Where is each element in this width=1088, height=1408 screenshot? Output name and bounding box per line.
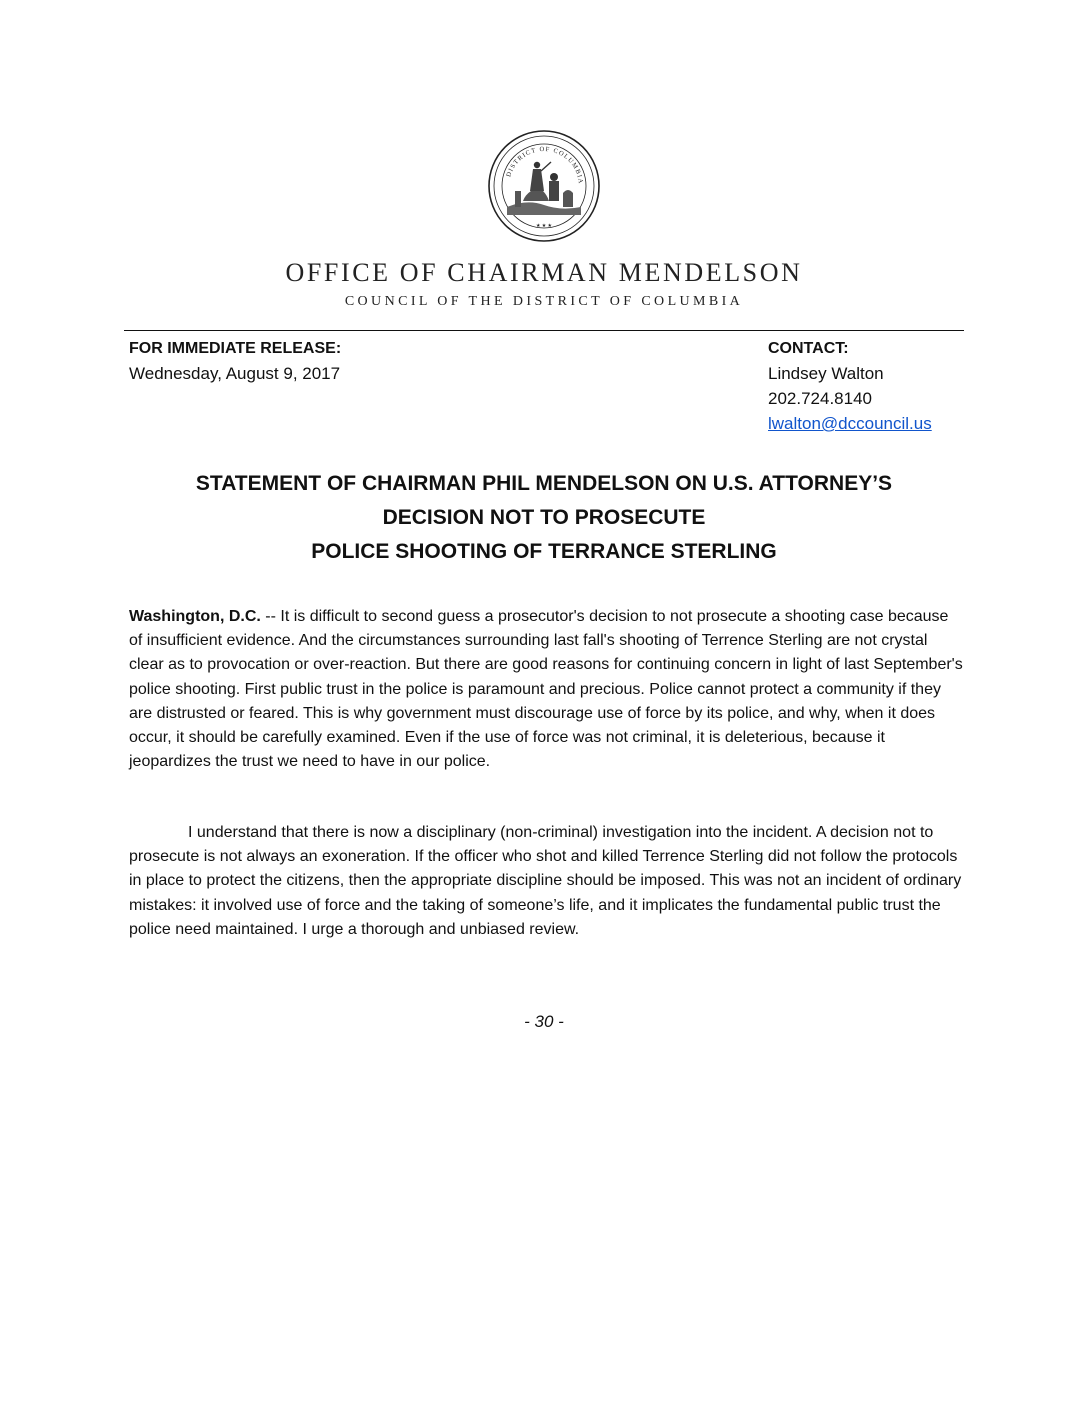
body-paragraph-1 bbox=[129, 605, 964, 774]
end-marker: - 30 - bbox=[524, 1012, 564, 1031]
release-date: Wednesday, August 9, 2017 bbox=[129, 364, 341, 383]
release-block bbox=[129, 336, 341, 386]
header-divider bbox=[124, 330, 964, 331]
contact-block bbox=[768, 336, 932, 436]
contact-email-link[interactable]: lwalton@dccouncil.us bbox=[768, 414, 932, 433]
seal-text: DISTRICT OF COLUMBIA bbox=[505, 145, 585, 185]
release-label: FOR IMMEDIATE RELEASE: bbox=[129, 340, 342, 357]
headline-line-3: POLICE SHOOTING OF TERRANCE STERLING bbox=[311, 540, 777, 563]
statement-headline bbox=[100, 467, 988, 569]
district-seal-logo bbox=[487, 129, 601, 243]
contact-phone: 202.724.8140 bbox=[768, 389, 872, 408]
svg-text:DISTRICT OF COLUMBIA bbox=[505, 146, 584, 185]
office-title: OFFICE OF CHAIRMAN MENDELSON bbox=[285, 258, 803, 287]
paragraph-1-text: -- It is difficult to second guess a prosecutor's decision to not prosecute a shooting case because of insufficient evidence. And the circumstances surrounding last fall's shooting of Terrence Sterling are not crystal clear as to provocation or over-reaction. But there are good reasons for continuing concern in light of last September's police shooting. First public trust in the police is paramount and precious. Police cannot protect a community if they are distrusted or feared. This is why government must discourage use of force by its police, and why, when it does occur, it should be carefully examined. Even if the use of force was not criminal, it is deleterious, because it jeopardizes the trust we need to have in our police. bbox=[129, 608, 963, 771]
contact-name: Lindsey Walton bbox=[768, 364, 884, 383]
dateline: Washington, D.C. bbox=[129, 608, 261, 625]
body-paragraph-2: I understand that there is now a disciplinary (non-criminal) investigation into the incident. A decision not to prosecute is not always an exoneration. If the officer who shot and killed Terrence Sterling did not follow the protocols in place to protect the citizens, then the appropriate discipline should be imposed. This was not an incident of ordinary mistakes: it involved use of force and the taking of someone’s life, and it implicates the fundamental public trust the police need maintained. I urge a thorough and unbiased review. bbox=[129, 824, 962, 938]
headline-line-2: DECISION NOT TO PROSECUTE bbox=[382, 506, 706, 529]
svg-text:★ ★ ★: ★ ★ ★ bbox=[536, 224, 552, 229]
office-subtitle: COUNCIL OF THE DISTRICT OF COLUMBIA bbox=[344, 294, 744, 309]
contact-label: CONTACT: bbox=[768, 340, 849, 357]
headline-line-1: STATEMENT OF CHAIRMAN PHIL MENDELSON ON U.S. ATTORNEY’S bbox=[195, 472, 893, 495]
